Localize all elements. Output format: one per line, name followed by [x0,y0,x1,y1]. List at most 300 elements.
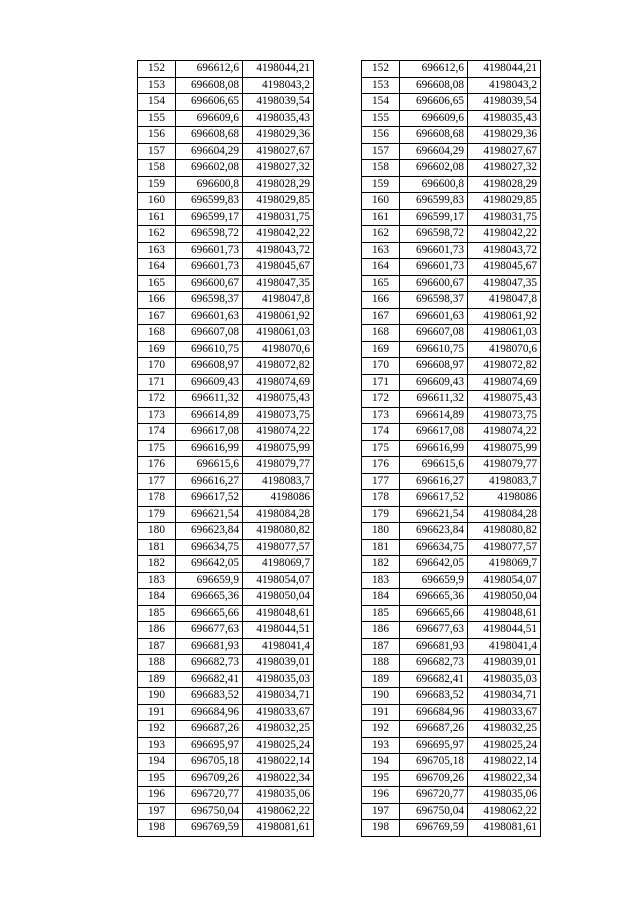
x-coordinate-cell: 696677,63 [400,622,468,639]
table-row [362,721,541,738]
x-coordinate-cell: 696681,93 [176,638,243,655]
x-coordinate-cell: 696659,9 [400,572,468,589]
table-row [362,490,541,507]
x-coordinate-cell: 696609,43 [176,374,243,391]
table-row [138,754,314,771]
x-coordinate-cell: 696598,37 [176,292,243,309]
y-coordinate-cell: 4198081,61 [243,820,314,837]
table-row [362,704,541,721]
y-coordinate-cell: 4198073,75 [468,407,541,424]
x-coordinate-cell: 696659,9 [176,572,243,589]
point-number-cell: 173 [138,407,176,424]
y-coordinate-cell: 4198077,57 [243,539,314,556]
point-number-cell: 194 [362,754,400,771]
table-row [362,61,541,78]
point-number-cell: 177 [362,473,400,490]
x-coordinate-cell: 696682,41 [400,671,468,688]
table-row [138,457,314,474]
y-coordinate-cell: 4198022,34 [468,770,541,787]
x-coordinate-cell: 696750,04 [176,803,243,820]
table-row [138,572,314,589]
x-coordinate-cell: 696623,84 [400,523,468,540]
point-number-cell: 182 [362,556,400,573]
table-row [138,605,314,622]
point-number-cell: 191 [138,704,176,721]
x-coordinate-cell: 696600,8 [176,176,243,193]
y-coordinate-cell: 4198035,06 [243,787,314,804]
x-coordinate-cell: 696683,52 [400,688,468,705]
table-row [138,275,314,292]
table-row [138,424,314,441]
point-number-cell: 179 [362,506,400,523]
table-row [362,820,541,837]
x-coordinate-cell: 696600,8 [400,176,468,193]
y-coordinate-cell: 4198031,75 [468,209,541,226]
x-coordinate-cell: 696615,6 [400,457,468,474]
table-row [138,209,314,226]
table-row [362,407,541,424]
y-coordinate-cell: 4198044,51 [243,622,314,639]
point-number-cell: 179 [138,506,176,523]
x-coordinate-cell: 696599,83 [176,193,243,210]
point-number-cell: 176 [362,457,400,474]
table-row [138,523,314,540]
x-coordinate-cell: 696720,77 [176,787,243,804]
point-number-cell: 181 [362,539,400,556]
point-number-cell: 168 [138,325,176,342]
y-coordinate-cell: 4198084,28 [243,506,314,523]
y-coordinate-cell: 4198047,8 [468,292,541,309]
table-row [362,127,541,144]
point-number-cell: 171 [362,374,400,391]
y-coordinate-cell: 4198074,22 [468,424,541,441]
point-number-cell: 189 [362,671,400,688]
point-number-cell: 168 [362,325,400,342]
table-row [362,770,541,787]
y-coordinate-cell: 4198061,03 [243,325,314,342]
y-coordinate-cell: 4198075,43 [468,391,541,408]
x-coordinate-cell: 696610,75 [400,341,468,358]
x-coordinate-cell: 696665,66 [176,605,243,622]
table-row [138,688,314,705]
table-row [138,721,314,738]
y-coordinate-cell: 4198048,61 [243,605,314,622]
point-number-cell: 186 [362,622,400,639]
y-coordinate-cell: 4198035,03 [468,671,541,688]
table-row [362,457,541,474]
y-coordinate-cell: 4198079,77 [243,457,314,474]
x-coordinate-cell: 696769,59 [400,820,468,837]
table-row [362,341,541,358]
x-coordinate-cell: 696599,17 [176,209,243,226]
x-coordinate-cell: 696601,73 [400,242,468,259]
point-number-cell: 192 [362,721,400,738]
point-number-cell: 191 [362,704,400,721]
x-coordinate-cell: 696616,99 [176,440,243,457]
y-coordinate-cell: 4198069,7 [468,556,541,573]
x-coordinate-cell: 696607,08 [400,325,468,342]
y-coordinate-cell: 4198027,32 [243,160,314,177]
x-coordinate-cell: 696599,83 [400,193,468,210]
y-coordinate-cell: 4198032,25 [243,721,314,738]
x-coordinate-cell: 696602,08 [400,160,468,177]
point-number-cell: 193 [138,737,176,754]
y-coordinate-cell: 4198072,82 [468,358,541,375]
table-row [362,292,541,309]
y-coordinate-cell: 4198044,21 [468,61,541,78]
point-number-cell: 187 [362,638,400,655]
y-coordinate-cell: 4198054,07 [468,572,541,589]
x-coordinate-cell: 696617,52 [176,490,243,507]
y-coordinate-cell: 4198027,32 [468,160,541,177]
point-number-cell: 164 [138,259,176,276]
table-row [138,325,314,342]
y-coordinate-cell: 4198074,69 [468,374,541,391]
y-coordinate-cell: 4198039,01 [468,655,541,672]
y-coordinate-cell: 4198080,82 [243,523,314,540]
point-number-cell: 166 [138,292,176,309]
y-coordinate-cell: 4198044,21 [243,61,314,78]
y-coordinate-cell: 4198086 [468,490,541,507]
y-coordinate-cell: 4198027,67 [468,143,541,160]
table-row [362,77,541,94]
y-coordinate-cell: 4198041,4 [468,638,541,655]
table-row [362,655,541,672]
y-coordinate-cell: 4198043,72 [468,242,541,259]
table-row [362,193,541,210]
y-coordinate-cell: 4198061,92 [243,308,314,325]
y-coordinate-cell: 4198034,71 [243,688,314,705]
x-coordinate-cell: 696598,72 [400,226,468,243]
table-row [138,490,314,507]
x-coordinate-cell: 696601,73 [400,259,468,276]
table-row [138,77,314,94]
table-row [362,671,541,688]
point-number-cell: 173 [362,407,400,424]
y-coordinate-cell: 4198069,7 [243,556,314,573]
table-row [138,655,314,672]
point-number-cell: 154 [138,94,176,111]
point-number-cell: 184 [362,589,400,606]
point-number-cell: 190 [138,688,176,705]
point-number-cell: 178 [362,490,400,507]
x-coordinate-cell: 696621,54 [176,506,243,523]
table-row [362,803,541,820]
table-row [138,259,314,276]
x-coordinate-cell: 696617,08 [400,424,468,441]
point-number-cell: 182 [138,556,176,573]
point-number-cell: 158 [362,160,400,177]
table-row [138,622,314,639]
table-row [138,358,314,375]
x-coordinate-cell: 696720,77 [400,787,468,804]
y-coordinate-cell: 4198033,67 [243,704,314,721]
x-coordinate-cell: 696634,75 [176,539,243,556]
table-row [362,308,541,325]
point-number-cell: 192 [138,721,176,738]
x-coordinate-cell: 696682,73 [400,655,468,672]
point-number-cell: 165 [138,275,176,292]
point-number-cell: 197 [138,803,176,820]
point-number-cell: 188 [138,655,176,672]
point-number-cell: 169 [138,341,176,358]
x-coordinate-cell: 696608,68 [176,127,243,144]
x-coordinate-cell: 696687,26 [176,721,243,738]
x-coordinate-cell: 696608,08 [400,77,468,94]
x-coordinate-cell: 696709,26 [400,770,468,787]
table-row [138,127,314,144]
y-coordinate-cell: 4198039,54 [243,94,314,111]
point-number-cell: 175 [362,440,400,457]
y-coordinate-cell: 4198029,85 [468,193,541,210]
x-coordinate-cell: 696617,52 [400,490,468,507]
table-row [138,94,314,111]
table-row [362,556,541,573]
point-number-cell: 172 [138,391,176,408]
table-row [362,160,541,177]
y-coordinate-cell: 4198028,29 [468,176,541,193]
table-row [138,770,314,787]
point-number-cell: 156 [138,127,176,144]
point-number-cell: 172 [362,391,400,408]
point-number-cell: 162 [362,226,400,243]
y-coordinate-cell: 4198039,54 [468,94,541,111]
point-number-cell: 180 [362,523,400,540]
y-coordinate-cell: 4198080,82 [468,523,541,540]
x-coordinate-cell: 696601,73 [176,242,243,259]
point-number-cell: 183 [362,572,400,589]
point-number-cell: 163 [362,242,400,259]
table-row [362,523,541,540]
table-row [138,506,314,523]
y-coordinate-cell: 4198027,67 [243,143,314,160]
x-coordinate-cell: 696642,05 [176,556,243,573]
x-coordinate-cell: 696769,59 [176,820,243,837]
y-coordinate-cell: 4198025,24 [243,737,314,754]
point-number-cell: 159 [138,176,176,193]
y-coordinate-cell: 4198035,06 [468,787,541,804]
x-coordinate-cell: 696677,63 [176,622,243,639]
point-number-cell: 170 [138,358,176,375]
point-number-cell: 153 [138,77,176,94]
point-number-cell: 178 [138,490,176,507]
x-coordinate-cell: 696598,37 [400,292,468,309]
point-number-cell: 155 [138,110,176,127]
y-coordinate-cell: 4198029,85 [243,193,314,210]
table-row [362,325,541,342]
point-number-cell: 157 [138,143,176,160]
point-number-cell: 154 [362,94,400,111]
table-row [362,209,541,226]
point-number-cell: 167 [138,308,176,325]
point-number-cell: 195 [362,770,400,787]
point-number-cell: 196 [362,787,400,804]
y-coordinate-cell: 4198045,67 [243,259,314,276]
x-coordinate-cell: 696609,6 [400,110,468,127]
point-number-cell: 174 [362,424,400,441]
table-row [138,341,314,358]
table-row [138,704,314,721]
x-coordinate-cell: 696705,18 [176,754,243,771]
y-coordinate-cell: 4198072,82 [243,358,314,375]
x-coordinate-cell: 696682,73 [176,655,243,672]
point-number-cell: 197 [362,803,400,820]
table-row [362,605,541,622]
y-coordinate-cell: 4198075,43 [243,391,314,408]
table-row [138,226,314,243]
y-coordinate-cell: 4198035,43 [243,110,314,127]
x-coordinate-cell: 696684,96 [400,704,468,721]
y-coordinate-cell: 4198050,04 [468,589,541,606]
point-number-cell: 196 [138,787,176,804]
table-row [138,787,314,804]
table-row [362,143,541,160]
point-number-cell: 184 [138,589,176,606]
point-number-cell: 194 [138,754,176,771]
x-coordinate-cell: 696695,97 [400,737,468,754]
y-coordinate-cell: 4198022,34 [243,770,314,787]
x-coordinate-cell: 696621,54 [400,506,468,523]
table-row [138,308,314,325]
point-number-cell: 188 [362,655,400,672]
point-number-cell: 166 [362,292,400,309]
x-coordinate-cell: 696610,75 [176,341,243,358]
point-number-cell: 161 [362,209,400,226]
table-row [362,391,541,408]
table-row [362,226,541,243]
x-coordinate-cell: 696683,52 [176,688,243,705]
point-number-cell: 152 [362,61,400,78]
x-coordinate-cell: 696617,08 [176,424,243,441]
y-coordinate-cell: 4198047,35 [468,275,541,292]
x-coordinate-cell: 696601,63 [176,308,243,325]
x-coordinate-cell: 696608,68 [400,127,468,144]
y-coordinate-cell: 4198083,7 [243,473,314,490]
y-coordinate-cell: 4198031,75 [243,209,314,226]
x-coordinate-cell: 696681,93 [400,638,468,655]
x-coordinate-cell: 696609,43 [400,374,468,391]
point-number-cell: 171 [138,374,176,391]
y-coordinate-cell: 4198050,04 [243,589,314,606]
table-row [362,94,541,111]
y-coordinate-cell: 4198077,57 [468,539,541,556]
y-coordinate-cell: 4198033,67 [468,704,541,721]
y-coordinate-cell: 4198086 [243,490,314,507]
table-row [138,292,314,309]
table-row [362,242,541,259]
y-coordinate-cell: 4198043,72 [243,242,314,259]
table-row [362,539,541,556]
y-coordinate-cell: 4198062,22 [468,803,541,820]
table-row [138,820,314,837]
y-coordinate-cell: 4198070,6 [243,341,314,358]
table-row [362,440,541,457]
table-row [362,473,541,490]
x-coordinate-cell: 696608,97 [400,358,468,375]
y-coordinate-cell: 4198029,36 [468,127,541,144]
point-number-cell: 161 [138,209,176,226]
y-coordinate-cell: 4198061,03 [468,325,541,342]
table-row [138,556,314,573]
table-row [138,638,314,655]
y-coordinate-cell: 4198073,75 [243,407,314,424]
y-coordinate-cell: 4198062,22 [243,803,314,820]
point-number-cell: 177 [138,473,176,490]
table-row [138,374,314,391]
table-row [362,358,541,375]
point-number-cell: 157 [362,143,400,160]
x-coordinate-cell: 696599,17 [400,209,468,226]
point-number-cell: 185 [138,605,176,622]
x-coordinate-cell: 696705,18 [400,754,468,771]
y-coordinate-cell: 4198054,07 [243,572,314,589]
table-row [138,589,314,606]
point-number-cell: 180 [138,523,176,540]
coordinates-table-right [361,60,541,837]
point-number-cell: 163 [138,242,176,259]
point-number-cell: 183 [138,572,176,589]
x-coordinate-cell: 696600,67 [400,275,468,292]
y-coordinate-cell: 4198047,35 [243,275,314,292]
y-coordinate-cell: 4198070,6 [468,341,541,358]
x-coordinate-cell: 696616,27 [176,473,243,490]
table-row [362,572,541,589]
table-row [138,440,314,457]
point-number-cell: 176 [138,457,176,474]
point-number-cell: 160 [138,193,176,210]
point-number-cell: 159 [362,176,400,193]
x-coordinate-cell: 696709,26 [176,770,243,787]
x-coordinate-cell: 696601,73 [176,259,243,276]
table-row [138,391,314,408]
y-coordinate-cell: 4198025,24 [468,737,541,754]
point-number-cell: 155 [362,110,400,127]
table-row [362,754,541,771]
x-coordinate-cell: 696616,27 [400,473,468,490]
table-row [362,275,541,292]
point-number-cell: 152 [138,61,176,78]
table-row [362,787,541,804]
point-number-cell: 198 [138,820,176,837]
table-row [362,638,541,655]
y-coordinate-cell: 4198084,28 [468,506,541,523]
x-coordinate-cell: 696612,6 [176,61,243,78]
table-row [138,176,314,193]
y-coordinate-cell: 4198043,2 [468,77,541,94]
x-coordinate-cell: 696606,65 [400,94,468,111]
y-coordinate-cell: 4198083,7 [468,473,541,490]
point-number-cell: 198 [362,820,400,837]
y-coordinate-cell: 4198074,69 [243,374,314,391]
y-coordinate-cell: 4198035,03 [243,671,314,688]
x-coordinate-cell: 696598,72 [176,226,243,243]
x-coordinate-cell: 696623,84 [176,523,243,540]
x-coordinate-cell: 696614,89 [400,407,468,424]
table-row [138,110,314,127]
point-number-cell: 170 [362,358,400,375]
table-row [138,193,314,210]
table-row [362,506,541,523]
x-coordinate-cell: 696602,08 [176,160,243,177]
point-number-cell: 181 [138,539,176,556]
point-number-cell: 160 [362,193,400,210]
table-row [362,622,541,639]
table-row [138,737,314,754]
coordinates-table-left [137,60,314,837]
table-row [138,61,314,78]
table-row [362,688,541,705]
x-coordinate-cell: 696608,08 [176,77,243,94]
